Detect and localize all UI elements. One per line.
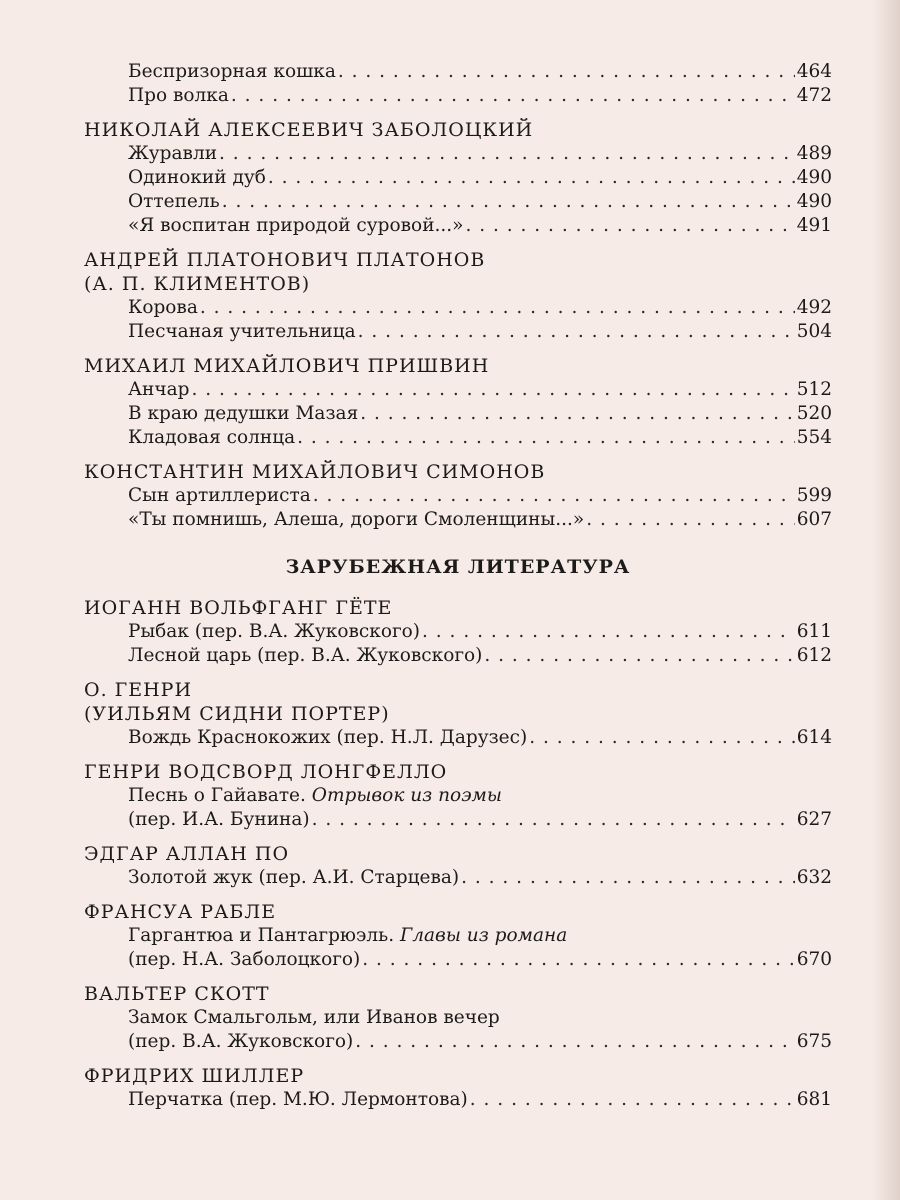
toc-entry[interactable] — [84, 484, 832, 508]
page-number: 554 — [796, 427, 832, 448]
foreign-literature-list — [84, 596, 832, 1112]
toc-entry[interactable] — [84, 142, 832, 166]
entry-title — [128, 1007, 500, 1028]
author-group — [84, 842, 832, 890]
author-name: МИХАИЛ МИХАЙЛОВИЧ ПРИШВИН — [84, 355, 490, 377]
entry-title-text: Сын артиллериста — [128, 485, 311, 506]
author-group — [84, 1064, 832, 1112]
entry-title — [128, 484, 311, 508]
entry-title — [128, 426, 295, 450]
toc-entry[interactable] — [84, 620, 832, 644]
author-name: НИКОЛАЙ АЛЕКСЕЕВИЧ ЗАБОЛОЦКИЙ — [84, 119, 534, 141]
toc-entry[interactable] — [84, 808, 832, 832]
page-number: 504 — [796, 321, 832, 342]
entry-title-text: Корова — [128, 297, 198, 318]
toc-entry[interactable] — [84, 784, 832, 808]
entry-title — [128, 1088, 468, 1112]
section-heading-foreign: ЗАРУБЕЖНАЯ ЛИТЕРАТУРА — [285, 556, 631, 578]
entry-title — [128, 508, 584, 532]
russian-literature-list — [84, 60, 832, 532]
dot-leader — [358, 320, 795, 344]
toc-entry[interactable] — [84, 296, 832, 320]
author-real-name: (УИЛЬЯМ СИДНИ ПОРТЕР) — [84, 703, 390, 725]
entry-title-text: Вождь Краснокожих (пер. Н.Л. Дарузес) — [128, 727, 528, 748]
entry-title — [128, 644, 482, 668]
author-group — [84, 354, 832, 450]
page-number: 607 — [796, 509, 832, 530]
dot-leader — [222, 190, 795, 214]
entry-title — [128, 378, 189, 402]
toc-entry[interactable] — [84, 84, 832, 108]
author-group — [84, 596, 832, 668]
entry-title-text: (пер. В.А. Жуковского) — [128, 1031, 354, 1052]
page-number: 614 — [796, 727, 832, 748]
dot-leader — [219, 142, 795, 166]
entry-title — [128, 948, 360, 972]
dot-leader — [360, 402, 794, 426]
entry-title-text: Лесной царь (пер. В.А. Жуковского) — [128, 645, 483, 666]
dot-leader — [484, 644, 794, 668]
entry-title-text: Оттепель — [128, 191, 220, 212]
page-number: 464 — [796, 61, 832, 82]
page-number: 489 — [796, 143, 832, 164]
toc-entry[interactable] — [84, 866, 832, 890]
toc-entry[interactable] — [84, 60, 832, 84]
author-group — [84, 60, 832, 108]
page-number: 627 — [796, 809, 832, 830]
page-number: 490 — [796, 191, 832, 212]
dot-leader — [268, 166, 795, 190]
dot-leader — [355, 1030, 794, 1054]
toc-entry[interactable] — [84, 508, 832, 532]
toc-entry[interactable] — [84, 1006, 832, 1030]
author-group — [84, 460, 832, 532]
dot-leader — [586, 508, 795, 532]
author-name: ИОГАНН ВОЛЬФГАНГ ГЁТЕ — [84, 597, 393, 619]
dot-leader — [461, 866, 795, 890]
author-group — [84, 760, 832, 832]
toc-entry[interactable] — [84, 214, 832, 238]
toc-entry[interactable] — [84, 1030, 832, 1054]
page-number: 520 — [796, 403, 832, 424]
dot-leader — [362, 948, 794, 972]
page-number: 512 — [796, 379, 832, 400]
entry-title-text: «Ты помнишь, Алеша, дороги Смоленщины...» — [128, 509, 585, 530]
author-name: О. ГЕНРИ — [84, 679, 193, 701]
entry-title — [128, 84, 229, 108]
author-name: ГЕНРИ ВОДСВОРД ЛОНГФЕЛЛО — [84, 761, 448, 783]
entry-title-text: Анчар — [128, 379, 190, 400]
page-number: 681 — [796, 1089, 832, 1110]
entry-title — [128, 320, 356, 344]
author-name: КОНСТАНТИН МИХАЙЛОВИЧ СИМОНОВ — [84, 461, 546, 483]
entry-title — [128, 785, 502, 806]
entry-title — [128, 142, 217, 166]
toc-entry[interactable] — [84, 948, 832, 972]
author-name: АНДРЕЙ ПЛАТОНОВИЧ ПЛАТОНОВ — [84, 249, 486, 271]
author-name: ФРАНСУА РАБЛЕ — [84, 901, 277, 923]
page-number: 492 — [796, 297, 832, 318]
entry-title-text: Гаргантюа и Пантагрюэль. — [128, 925, 395, 946]
toc-entry[interactable] — [84, 1088, 832, 1112]
page-number: 675 — [796, 1031, 832, 1052]
dot-leader — [191, 378, 794, 402]
entry-title-text: Замок Смальгольм, или Иванов вечер — [128, 1007, 500, 1028]
toc-entry[interactable] — [84, 426, 832, 450]
entry-title-text: (пер. И.А. Бунина) — [128, 809, 310, 830]
author-group — [84, 248, 832, 344]
dot-leader — [529, 726, 794, 750]
author-real-name: (А. П. КЛИМЕНТОВ) — [84, 273, 311, 295]
entry-title — [128, 620, 420, 644]
entry-title — [128, 925, 567, 946]
toc-entry[interactable] — [84, 402, 832, 426]
entry-title — [128, 296, 198, 320]
dot-leader — [312, 808, 795, 832]
dot-leader — [465, 214, 794, 238]
entry-title-text: Перчатка (пер. М.Ю. Лермонтова) — [128, 1089, 468, 1110]
entry-title — [128, 866, 459, 890]
page-number: 612 — [796, 645, 832, 666]
toc-entry[interactable] — [84, 166, 832, 190]
toc-entry[interactable] — [84, 644, 832, 668]
entry-title — [128, 1030, 353, 1054]
entry-title-text: В краю дедушки Мазая — [128, 403, 359, 424]
entry-title-text: Рыбак (пер. В.А. Жуковского) — [128, 621, 421, 642]
entry-title-text: Золотой жук (пер. А.И. Старцева) — [128, 867, 460, 888]
dot-leader — [422, 620, 795, 644]
entry-title-text: Песчаная учительница — [128, 321, 356, 342]
author-name: ФРИДРИХ ШИЛЛЕР — [84, 1065, 305, 1087]
page-number: 472 — [796, 85, 832, 106]
entry-subtitle: Главы из романа — [400, 925, 568, 946]
entry-title-text: Про волка — [128, 85, 229, 106]
entry-title — [128, 166, 266, 190]
entry-title — [128, 402, 358, 426]
author-group — [84, 678, 832, 750]
entry-title-text: Журавли — [128, 143, 218, 164]
dot-leader — [200, 296, 795, 320]
toc-entry[interactable] — [84, 378, 832, 402]
dot-leader — [313, 484, 795, 508]
entry-title-text: Кладовая солнца — [128, 427, 296, 448]
dot-leader — [231, 84, 795, 108]
author-group — [84, 900, 832, 972]
dot-leader — [297, 426, 795, 450]
toc-entry[interactable] — [84, 190, 832, 214]
entry-title-text: Песнь о Гайавате. — [128, 785, 306, 806]
author-name: ВАЛЬТЕР СКОТТ — [84, 983, 270, 1005]
page-number: 491 — [796, 215, 832, 236]
page-number: 490 — [796, 167, 832, 188]
entry-title — [128, 60, 336, 84]
toc-entry[interactable] — [84, 726, 832, 750]
dot-leader — [470, 1088, 795, 1112]
page-number: 632 — [796, 867, 832, 888]
page-number: 670 — [796, 949, 832, 970]
toc-entry[interactable] — [84, 320, 832, 344]
entry-title-text: «Я воспитан природой суровой...» — [128, 215, 464, 236]
entry-title-text: Одинокий дуб — [128, 167, 266, 188]
entry-title — [128, 214, 463, 238]
page-number: 599 — [796, 485, 832, 506]
entry-subtitle: Отрывок из поэмы — [311, 785, 502, 806]
author-group — [84, 118, 832, 238]
dot-leader — [338, 60, 795, 84]
page-number: 611 — [796, 621, 832, 642]
page-spine-shadow — [872, 0, 900, 1200]
toc-entry[interactable] — [84, 924, 832, 948]
entry-title — [128, 190, 220, 214]
entry-title — [128, 808, 310, 832]
entry-title-text: Беспризорная кошка — [128, 61, 336, 82]
author-name: ЭДГАР АЛЛАН ПО — [84, 843, 290, 865]
entry-title — [128, 726, 527, 750]
author-group — [84, 982, 832, 1054]
entry-title-text: (пер. Н.А. Заболоцкого) — [128, 949, 361, 970]
